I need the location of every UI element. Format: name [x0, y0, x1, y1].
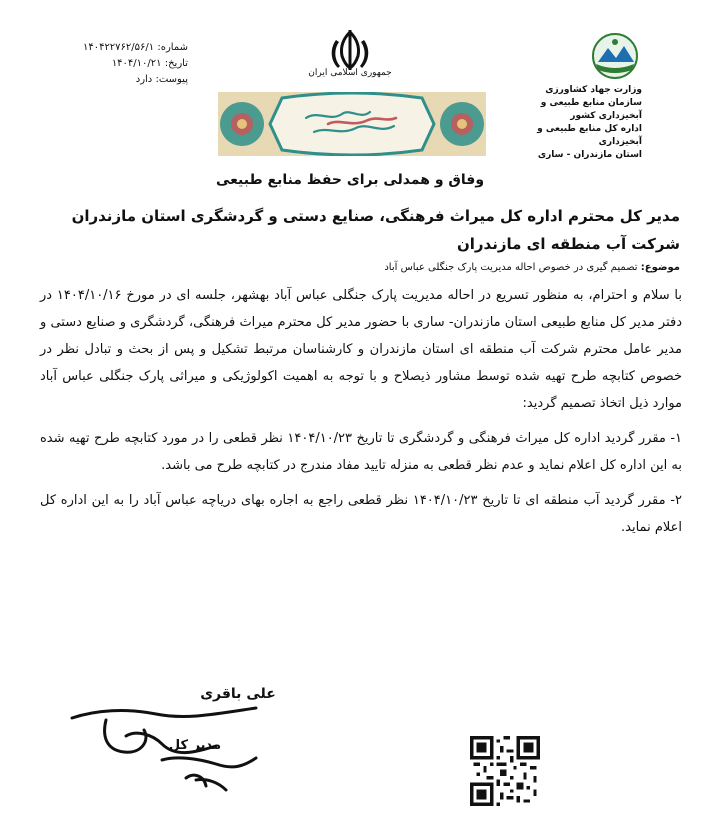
org-line: استان مازندران - ساری [537, 150, 642, 160]
body-paragraph: ۱- مقرر گردید اداره کل میراث فرهنگی و گردشگری تا تاریخ ۱۴۰۴/۱۰/۲۳ نظر قطعی را در مورد کتابچه طرح تهیه شده به این اداره کل اعلام نماید و عدم نظر قطعی به منزله تایید مفاد مندرج در کتابچه طرح می باشد. [40, 431, 683, 473]
org-line: سازمان منابع طبیعی و آبخیزداری کشور [540, 98, 642, 121]
number-value: ۱۴۰۴۲۲۷۶۲/۵۶/۱ [82, 42, 155, 53]
body-paragraph: ۲- مقرر گردید آب منطقه ای تا تاریخ ۱۴۰۴/۱۰/۲۳ نظر قطعی راجع به اجاره بهای دریاچه عباس آباد را به این اداره کل اعلام نماید. [40, 493, 682, 535]
letter-number [68, 40, 188, 56]
attachment-label: پیوست: [155, 74, 188, 85]
letter-attachment [68, 72, 188, 88]
qr-code-icon [470, 736, 540, 806]
org-line: اداره کل منابع طبیعی و آبخیزداری [537, 124, 642, 147]
letter-date [68, 56, 188, 72]
recipient-block [40, 202, 680, 258]
signer-name: علی باقری [200, 686, 276, 702]
letter-meta [68, 40, 188, 88]
signer-title: مدیر کل [168, 738, 222, 753]
subject-line [40, 262, 680, 273]
org-line: وزارت جهاد کشاورزی [545, 85, 642, 95]
body-paragraph: با سلام و احترام، به منظور تسریع در احاله مدیریت پارک جنگلی عباس آباد بهشهر، جلسه ای در مورخ ۱۴۰۴/۱۰/۱۶ در دفتر مدیر کل منابع طبیعی استان مازندران- ساری با حضور مدیر کل محترم میراث فرهنگی، گردشگری و صنایع دستی و مدیر عامل محترم شرکت آب منطقه ای استان مازندران و کارشناسان مرتبط تشکیل و پس از بحث و تبادل نظر در خصوص کتابچه طرح تهیه شده توسط مشاور ذیصلاح و با توجه به اهمیت اکولوژیکی و میراثی پارک جنگلی عباس آباد موارد ذیل اتخاذ تصمیم گردید: [40, 288, 683, 411]
recipient-line: مدیر کل محترم اداره کل میراث فرهنگی، صنایع دستی و گردشگری استان مازندران [71, 207, 680, 225]
number-label: شماره: [157, 42, 188, 53]
letter-body [40, 282, 682, 549]
organization-block [500, 84, 642, 162]
attachment-value: دارد [135, 74, 153, 85]
date-value: ۱۴۰۴/۱۰/۲۱ [111, 58, 162, 69]
subject-text: تصمیم گیری در خصوص احاله مدیریت پارک جنگلی عباس آباد [384, 262, 638, 273]
letter-motto: وفاق و همدلی برای حفظ منابع طبیعی [215, 172, 485, 188]
decorative-banner [218, 92, 486, 156]
subject-label: موضوع: [640, 262, 680, 273]
emblem-caption: جمهوری اسلامی ایران [308, 68, 392, 78]
date-label: تاریخ: [164, 58, 188, 69]
recipient-line: شرکت آب منطقه ای مازندران [456, 235, 680, 253]
ministry-logo-icon [586, 32, 644, 80]
